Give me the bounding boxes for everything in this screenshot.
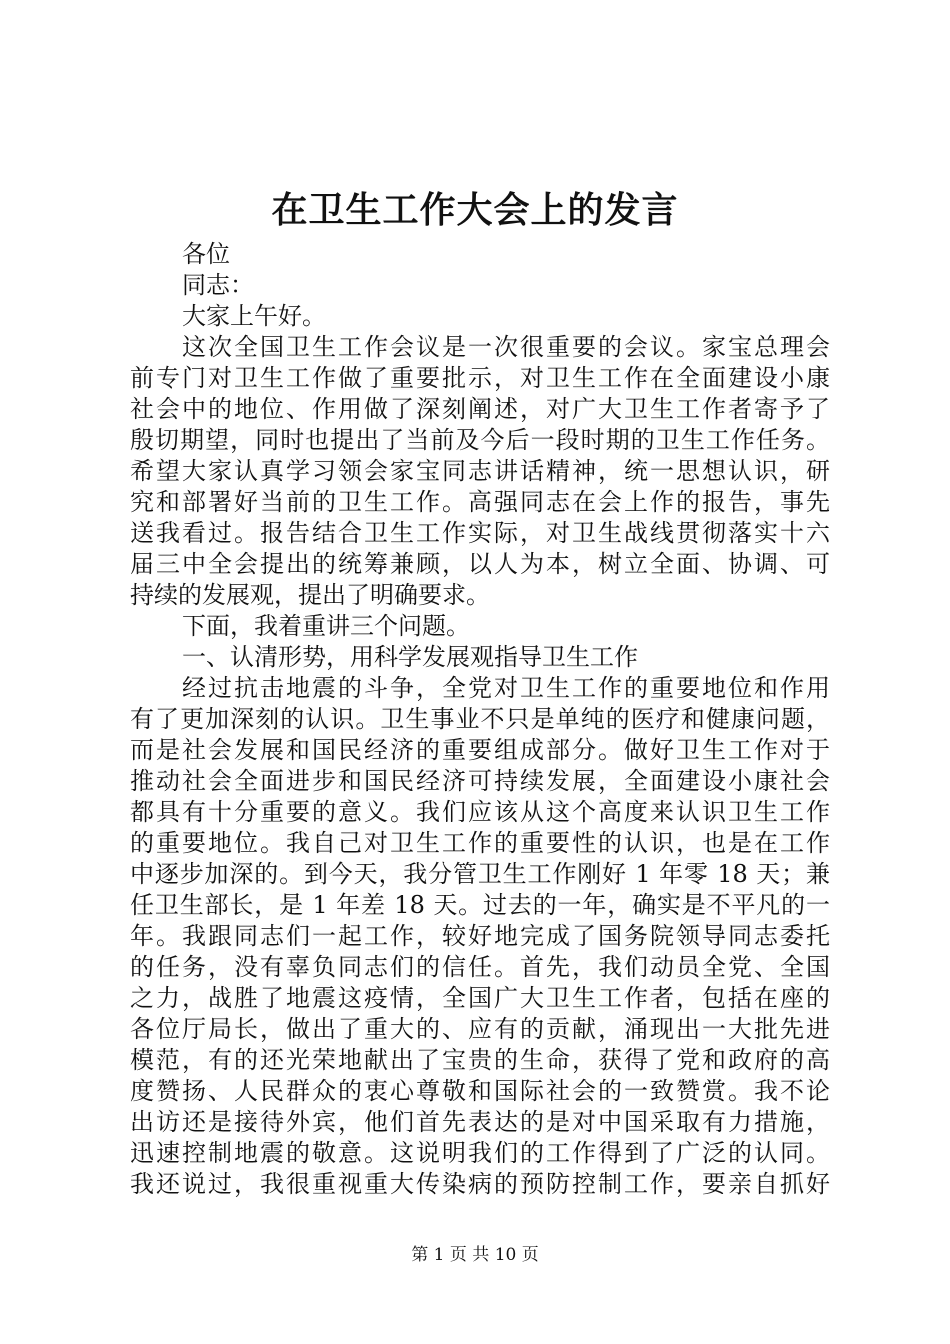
text-line: 任卫生部长，是 1 年差 18 天。过去的一年，确实是不平凡的一 [130,891,830,919]
text-line: 前专门对卫生工作做了重要批示，对卫生工作在全面建设小康 [130,364,830,392]
page-footer: 第 1 页 共 10 页 [411,1245,539,1265]
text-line: 各位 [182,240,230,268]
text-line: 度赞扬、人民群众的衷心尊敬和国际社会的一致赞赏。我不论 [130,1077,830,1105]
text-line: 之力，战胜了地震这疫情，全国广大卫生工作者，包括在座的 [130,984,830,1012]
document-body [130,239,830,1200]
text-line: 同志： [182,271,254,299]
text-line: 殷切期望，同时也提出了当前及今后一段时期的卫生工作任务。 [130,426,830,454]
text-line: 出访还是接待外宾，他们首先表达的是对中国采取有力措施， [130,1108,830,1136]
text-line: 中逐步加深的。到今天，我分管卫生工作刚好 1 年零 18 天；兼 [130,860,830,888]
text-line: 大家上午好。 [182,302,326,330]
text-line: 的任务，没有辜负同志们的信任。首先，我们动员全党、全国 [130,953,830,981]
text-line: 的重要地位。我自己对卫生工作的重要性的认识，也是在工作 [130,829,830,857]
text-line: 希望大家认真学习领会家宝同志讲话精神，统一思想认识，研 [130,457,830,485]
text-line: 都具有十分重要的意义。我们应该从这个高度来认识卫生工作 [130,798,830,826]
text-line: 这次全国卫生工作会议是一次很重要的会议。家宝总理会 [182,333,830,361]
text-line: 我还说过，我很重视重大传染病的预防控制工作，要亲自抓好 [130,1170,830,1198]
text-line: 究和部署好当前的卫生工作。高强同志在会上作的报告，事先 [130,488,830,516]
text-line: 届三中全会提出的统筹兼顾，以人为本，树立全面、协调、可 [130,550,830,578]
text-line: 持续的发展观，提出了明确要求。 [130,581,490,609]
text-line: 下面，我着重讲三个问题。 [182,612,470,640]
text-line: 有了更加深刻的认识。卫生事业不只是单纯的医疗和健康问题， [130,705,830,733]
section-heading: 一、认清形势，用科学发展观指导卫生工作 [182,643,638,671]
text-line: 推动社会全面进步和国民经济可持续发展，全面建设小康社会 [130,767,830,795]
document-title: 在卫生工作大会上的发言 [271,189,679,231]
text-line: 各位厅局长，做出了重大的、应有的贡献，涌现出一大批先进 [130,1015,830,1043]
text-line: 送我看过。报告结合卫生工作实际，对卫生战线贯彻落实十六 [130,519,830,547]
text-line: 迅速控制地震的敬意。这说明我们的工作得到了广泛的认同。 [130,1139,830,1167]
text-line: 模范，有的还光荣地献出了宝贵的生命，获得了党和政府的高 [130,1046,830,1074]
text-line: 而是社会发展和国民经济的重要组成部分。做好卫生工作对于 [130,736,830,764]
text-line: 社会中的地位、作用做了深刻阐述，对广大卫生工作者寄予了 [130,395,830,423]
text-line: 经过抗击地震的斗争，全党对卫生工作的重要地位和作用 [182,674,830,702]
text-line: 年。我跟同志们一起工作，较好地完成了国务院领导同志委托 [130,922,830,950]
